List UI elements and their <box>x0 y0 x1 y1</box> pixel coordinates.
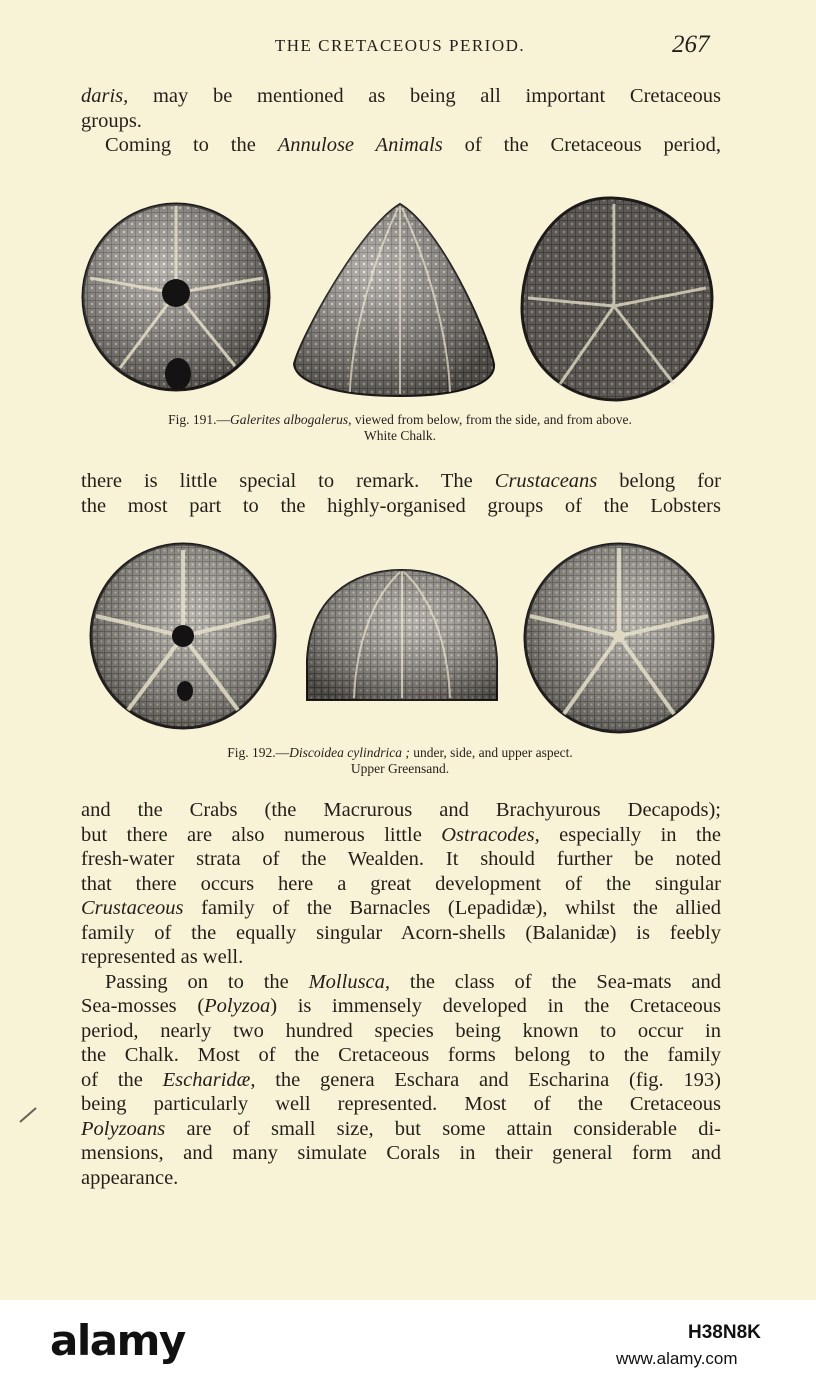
text-line: Passing on to the Mollusca, the class of the Sea-mats and <box>105 970 721 993</box>
alamy-logo: alamy <box>50 1316 185 1365</box>
text-line: Polyzoans are of small size, but some attain considerable di- <box>81 1117 721 1140</box>
figure-191 <box>0 188 816 408</box>
site-url: www.alamy.com <box>616 1349 738 1368</box>
text-line: there is little special to remark. The Crustaceans belong for <box>81 470 721 492</box>
text-line: Sea-mosses (Polyzoa) is immensely developed in the Cretaceous <box>81 995 721 1017</box>
galerites-side-view <box>294 204 494 396</box>
discoidea-side-aspect <box>307 570 497 700</box>
paragraph-bottom <box>81 798 721 1190</box>
text-line: of the Escharidæ, the genera Eschara and Escharina (fig. 193) <box>81 1068 722 1091</box>
running-title: THE CRETACEOUS PERIOD. <box>274 36 526 55</box>
figure-192-engravings <box>0 540 816 740</box>
figure-191-engravings <box>0 188 816 408</box>
figure-192-caption: Fig. 192.—Discoidea cylindrica ; under, side, and upper aspect. Upper Greensand. <box>227 745 573 776</box>
text-line: represented as well. <box>81 946 244 968</box>
text-line: period, nearly two hundred species being known to occur in <box>81 1019 721 1042</box>
galerites-above-view <box>522 198 712 400</box>
figure-192 <box>0 540 816 740</box>
paragraph-top <box>81 84 721 158</box>
text-line: but there are also numerous little Ostracodes, especially in the <box>81 823 721 846</box>
text-line: Coming to the Annulose Animals of the Cretaceous period, <box>105 134 721 156</box>
discoidea-under-aspect <box>91 544 275 728</box>
text-line: the Chalk. Most of the Cretaceous forms belong to the family <box>81 1044 721 1066</box>
text-line: fresh-water strata of the Wealden. It should further be noted <box>81 848 721 870</box>
text-line: Crustaceous family of the Barnacles (Lepadidæ), whilst the allied <box>81 897 721 919</box>
text-line: family of the equally singular Acorn-shells (Balanidæ) is feebly <box>81 921 721 944</box>
page-number: 267 <box>672 31 710 58</box>
image-id: H38N8K <box>688 1322 761 1343</box>
text-line: the most part to the highly-organised groups of the Lobsters <box>81 494 721 517</box>
text-line: daris, may be mentioned as being all important Cretaceous <box>81 85 721 107</box>
margin-pencil-mark <box>14 1100 44 1130</box>
text-line: mensions, and many simulate Corals in their general form and <box>81 1142 721 1164</box>
text-line: being particularly well represented. Most of the Cretaceous <box>81 1093 721 1115</box>
figure-191-caption: Fig. 191.—Galerites albogalerus, viewed from below, from the side, and from above. White Chalk. <box>168 412 632 443</box>
text-line: that there occurs here a great development of the singular <box>81 872 721 895</box>
paragraph-middle <box>81 469 721 518</box>
text-line: appearance. <box>81 1166 179 1189</box>
text-line: and the Crabs (the Macrurous and Brachyurous Decapods); <box>81 799 721 821</box>
galerites-below-view <box>83 204 269 390</box>
text-line: groups. <box>81 109 142 132</box>
discoidea-upper-aspect <box>525 544 713 732</box>
